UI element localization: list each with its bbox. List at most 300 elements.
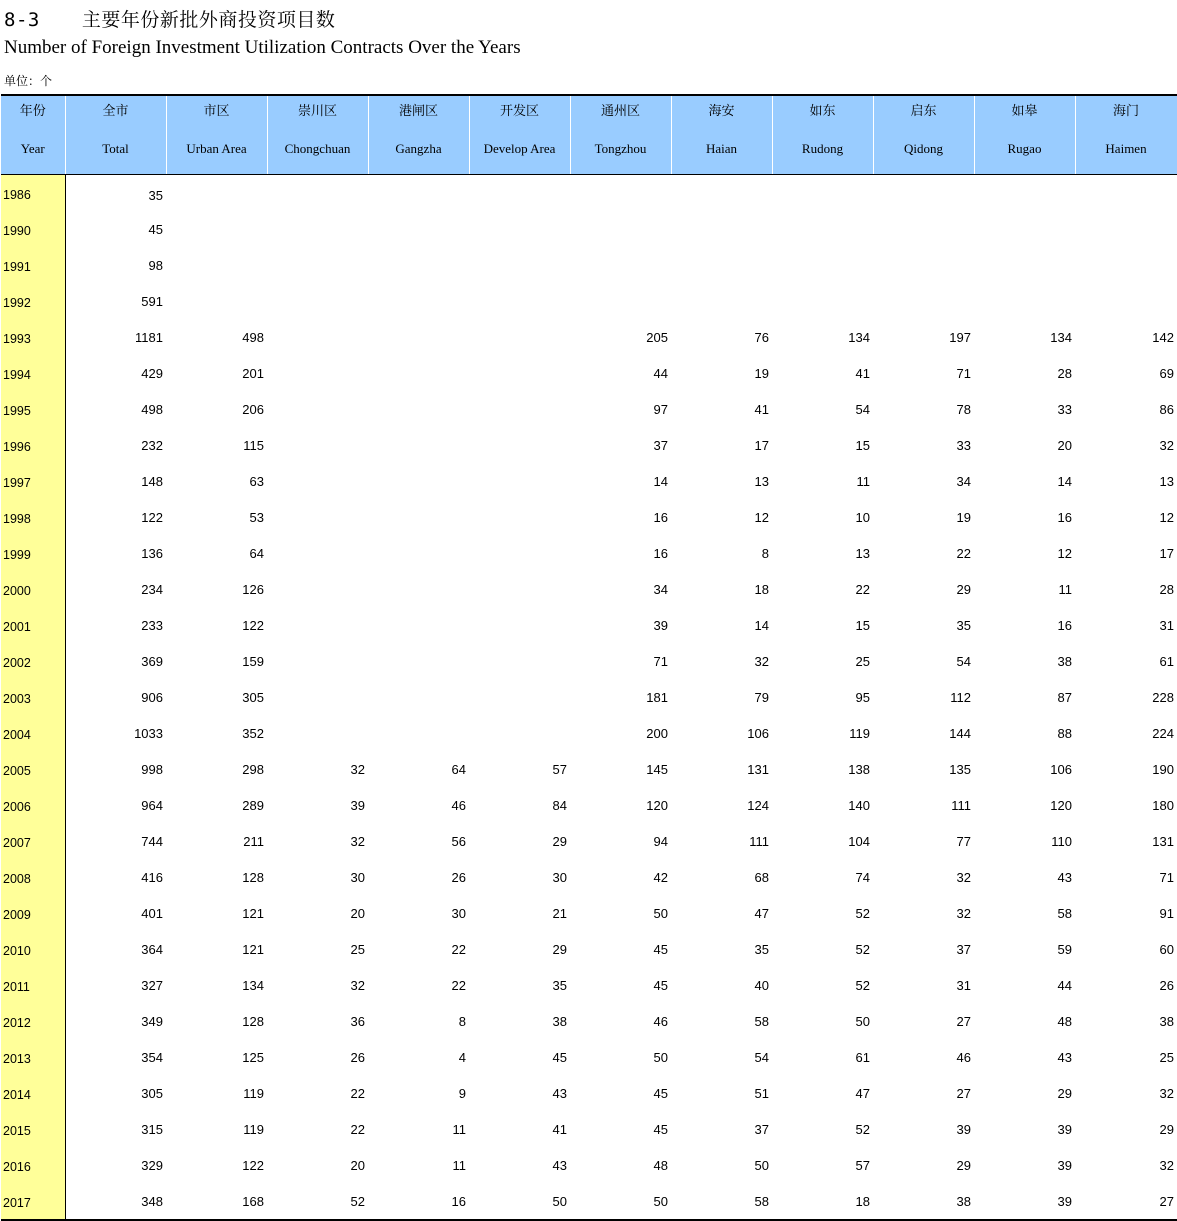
- value-cell: 37: [754, 1121, 769, 1137]
- value-cell: 64: [451, 761, 466, 777]
- column-header-cn: 年份: [19, 104, 46, 119]
- value-cell: [469, 535, 570, 571]
- value-cell: 30: [552, 869, 567, 885]
- value-cell: 30: [451, 905, 466, 921]
- value-cell: 47: [754, 905, 769, 921]
- value-cell: 181: [646, 689, 668, 705]
- value-cell: [1075, 283, 1177, 319]
- table-row: [1, 895, 1177, 931]
- year-cell: 2010: [1, 931, 65, 967]
- year-cell: 1986: [1, 175, 65, 212]
- value-cell: 14: [754, 617, 769, 633]
- value-cell: [368, 571, 469, 607]
- value-cell: 37: [956, 941, 971, 957]
- value-cell: 106: [1050, 761, 1072, 777]
- value-cell: 22: [451, 941, 466, 957]
- value-cell: 8: [761, 545, 769, 561]
- value-cell: 32: [754, 653, 769, 669]
- value-cell: 35: [754, 941, 769, 957]
- table-row: [1, 175, 1177, 212]
- year-cell: 1994: [1, 355, 65, 391]
- value-cell: 197: [949, 329, 971, 345]
- value-cell: [166, 247, 267, 283]
- value-cell: 22: [350, 1085, 365, 1101]
- value-cell: 498: [242, 329, 264, 345]
- value-cell: 138: [848, 761, 870, 777]
- value-cell: 35: [956, 617, 971, 633]
- value-cell: [974, 247, 1075, 283]
- table-row: [1, 715, 1177, 751]
- value-cell: [570, 175, 671, 212]
- value-cell: [368, 499, 469, 535]
- value-cell: 52: [267, 1183, 368, 1220]
- value-cell: 106: [747, 725, 769, 741]
- column-header: [166, 95, 267, 175]
- value-cell: 39: [956, 1121, 971, 1137]
- value-cell: 45: [653, 1121, 668, 1137]
- value-cell: [267, 571, 368, 607]
- value-cell: 10: [855, 509, 870, 525]
- value-cell: 50: [570, 1183, 671, 1220]
- year-cell: 1996: [1, 427, 65, 463]
- value-cell: 44: [653, 365, 668, 381]
- value-cell: [469, 247, 570, 283]
- value-cell: 18: [772, 1183, 873, 1220]
- value-cell: 78: [956, 401, 971, 417]
- value-cell: 27: [956, 1085, 971, 1101]
- value-cell: 205: [646, 329, 668, 345]
- value-cell: 43: [552, 1157, 567, 1173]
- value-cell: 16: [1057, 617, 1072, 633]
- column-header: [267, 95, 368, 175]
- column-header-en: Tongzhou: [594, 141, 647, 156]
- value-cell: 142: [1152, 329, 1174, 345]
- value-cell: 37: [653, 437, 668, 453]
- value-cell: 45: [552, 1049, 567, 1065]
- year-cell: 2013: [1, 1039, 65, 1075]
- value-cell: 28: [1057, 365, 1072, 381]
- value-cell: [368, 607, 469, 643]
- table-row: [1, 355, 1177, 391]
- value-cell: [368, 463, 469, 499]
- column-header-en: Haimen: [1105, 141, 1147, 156]
- column-header-cn: 市区: [203, 104, 230, 119]
- value-cell: 41: [855, 365, 870, 381]
- value-cell: 43: [552, 1085, 567, 1101]
- value-cell: 120: [1050, 797, 1072, 813]
- value-cell: 91: [1159, 905, 1174, 921]
- column-header: [671, 95, 772, 175]
- value-cell: [873, 247, 974, 283]
- value-cell: 19: [956, 509, 971, 525]
- unit-label: 单位：个: [4, 74, 53, 88]
- value-cell: 234: [141, 581, 163, 597]
- value-cell: 22: [350, 1121, 365, 1137]
- value-cell: 45: [653, 1085, 668, 1101]
- year-cell: 1993: [1, 319, 65, 355]
- value-cell: 13: [1159, 473, 1174, 489]
- value-cell: [974, 283, 1075, 319]
- value-cell: 906: [141, 689, 163, 705]
- year-cell: 2016: [1, 1147, 65, 1183]
- year-cell: 1990: [1, 211, 65, 247]
- value-cell: [267, 427, 368, 463]
- value-cell: 119: [243, 1121, 264, 1137]
- value-cell: 32: [350, 977, 365, 993]
- column-header-cn: 开发区: [499, 104, 539, 119]
- value-cell: 32: [1159, 1085, 1174, 1101]
- column-header-cn: 通州区: [600, 104, 640, 119]
- table-row: [1, 571, 1177, 607]
- value-cell: 11: [452, 1121, 466, 1137]
- column-header: [772, 95, 873, 175]
- value-cell: 352: [242, 725, 264, 741]
- value-cell: 35: [148, 187, 163, 203]
- value-cell: 31: [956, 977, 971, 993]
- value-cell: 29: [552, 833, 567, 849]
- value-cell: 11: [856, 473, 870, 489]
- value-cell: 140: [848, 797, 870, 813]
- value-cell: 76: [754, 329, 769, 345]
- value-cell: 18: [754, 581, 769, 597]
- value-cell: [671, 211, 772, 247]
- value-cell: 14: [1057, 473, 1072, 489]
- column-header-en: Chongchuan: [284, 141, 351, 156]
- value-cell: [671, 247, 772, 283]
- value-cell: 19: [754, 365, 769, 381]
- value-cell: 97: [653, 401, 668, 417]
- value-cell: 29: [1057, 1085, 1072, 1101]
- value-cell: 12: [1057, 545, 1072, 561]
- year-cell: 2000: [1, 571, 65, 607]
- value-cell: 369: [141, 653, 163, 669]
- value-cell: 30: [350, 869, 365, 885]
- value-cell: 32: [350, 761, 365, 777]
- value-cell: 22: [855, 581, 870, 597]
- value-cell: 349: [141, 1013, 163, 1029]
- value-cell: [469, 211, 570, 247]
- value-cell: [267, 499, 368, 535]
- value-cell: [469, 679, 570, 715]
- column-header-cn: 启东: [910, 104, 937, 119]
- value-cell: [469, 715, 570, 751]
- value-cell: [469, 499, 570, 535]
- column-header-en: Qidong: [904, 141, 943, 156]
- value-cell: [267, 175, 368, 212]
- value-cell: 26: [1159, 977, 1174, 993]
- value-cell: [267, 715, 368, 751]
- value-cell: 591: [141, 293, 163, 309]
- value-cell: 131: [747, 761, 769, 777]
- value-cell: 128: [242, 1013, 264, 1029]
- table-row: [1, 211, 1177, 247]
- value-cell: 47: [855, 1085, 870, 1101]
- value-cell: 26: [451, 869, 466, 885]
- value-cell: 38: [873, 1183, 974, 1220]
- data-table: [1, 94, 1177, 1221]
- value-cell: 54: [855, 401, 870, 417]
- value-cell: [267, 607, 368, 643]
- column-header-en: Gangzha: [395, 141, 442, 156]
- value-cell: 122: [242, 617, 264, 633]
- value-cell: 998: [141, 761, 163, 777]
- year-cell: 2006: [1, 787, 65, 823]
- value-cell: 21: [552, 905, 567, 921]
- value-cell: [1075, 247, 1177, 283]
- value-cell: [166, 283, 267, 319]
- value-cell: [1075, 175, 1177, 212]
- table-row: [1, 283, 1177, 319]
- year-cell: 2005: [1, 751, 65, 787]
- value-cell: 305: [242, 689, 264, 705]
- column-header-cn: 如皋: [1011, 104, 1038, 119]
- value-cell: 329: [141, 1157, 163, 1173]
- table-row: [1, 1183, 1177, 1220]
- value-cell: [469, 355, 570, 391]
- value-cell: 224: [1152, 725, 1174, 741]
- table-row: [1, 247, 1177, 283]
- year-cell: 2008: [1, 859, 65, 895]
- value-cell: 60: [1159, 941, 1174, 957]
- value-cell: 50: [469, 1183, 570, 1220]
- value-cell: 22: [451, 977, 466, 993]
- value-cell: 498: [141, 401, 163, 417]
- column-header: [469, 95, 570, 175]
- value-cell: 69: [1159, 365, 1174, 381]
- value-cell: 119: [243, 1085, 264, 1101]
- year-cell: 2004: [1, 715, 65, 751]
- value-cell: 39: [974, 1183, 1075, 1220]
- value-cell: 201: [242, 365, 264, 381]
- value-cell: 36: [350, 1013, 365, 1029]
- year-cell: 1995: [1, 391, 65, 427]
- value-cell: 38: [1057, 653, 1072, 669]
- value-cell: 289: [242, 797, 264, 813]
- value-cell: [469, 391, 570, 427]
- column-header-cn: 港闸区: [398, 104, 438, 119]
- column-header: [570, 95, 671, 175]
- value-cell: [469, 283, 570, 319]
- value-cell: 122: [141, 509, 163, 525]
- value-cell: [469, 427, 570, 463]
- value-cell: [267, 319, 368, 355]
- year-cell: 1997: [1, 463, 65, 499]
- value-cell: 8: [458, 1013, 466, 1029]
- value-cell: [267, 391, 368, 427]
- value-cell: 52: [855, 977, 870, 993]
- value-cell: 45: [653, 977, 668, 993]
- value-cell: 59: [1057, 941, 1072, 957]
- value-cell: 22: [956, 545, 971, 561]
- value-cell: 121: [242, 941, 264, 957]
- year-cell: 1991: [1, 247, 65, 283]
- value-cell: 32: [350, 833, 365, 849]
- value-cell: 35: [552, 977, 567, 993]
- value-cell: 125: [242, 1049, 264, 1065]
- year-cell: 2017: [1, 1183, 65, 1220]
- column-header-en: Urban Area: [186, 141, 247, 156]
- value-cell: [469, 607, 570, 643]
- value-cell: [368, 715, 469, 751]
- value-cell: 79: [754, 689, 769, 705]
- year-cell: 1992: [1, 283, 65, 319]
- value-cell: 44: [1057, 977, 1072, 993]
- table-row: [1, 463, 1177, 499]
- value-cell: [267, 247, 368, 283]
- column-header-en: Haian: [705, 141, 738, 156]
- value-cell: 17: [754, 437, 769, 453]
- value-cell: 134: [242, 977, 264, 993]
- table-row: [1, 607, 1177, 643]
- value-cell: 39: [1057, 1157, 1072, 1173]
- value-cell: 148: [141, 473, 163, 489]
- value-cell: 38: [1159, 1013, 1174, 1029]
- value-cell: [368, 679, 469, 715]
- value-cell: 111: [749, 833, 769, 849]
- value-cell: [469, 175, 570, 212]
- value-cell: 233: [141, 617, 163, 633]
- value-cell: 134: [848, 329, 870, 345]
- value-cell: 13: [855, 545, 870, 561]
- table-row: [1, 1003, 1177, 1039]
- value-cell: 71: [653, 653, 668, 669]
- value-cell: [772, 175, 873, 212]
- value-cell: 134: [1050, 329, 1072, 345]
- column-header: [1075, 95, 1177, 175]
- table-row: [1, 499, 1177, 535]
- value-cell: 16: [653, 545, 668, 561]
- table-row: [1, 679, 1177, 715]
- value-cell: [1075, 211, 1177, 247]
- value-cell: [570, 283, 671, 319]
- value-cell: [368, 535, 469, 571]
- value-cell: 429: [141, 365, 163, 381]
- value-cell: 16: [368, 1183, 469, 1220]
- value-cell: [267, 535, 368, 571]
- value-cell: 315: [141, 1121, 163, 1137]
- column-header-en: Rugao: [1007, 141, 1042, 156]
- value-cell: 348: [65, 1183, 166, 1220]
- year-cell: 1999: [1, 535, 65, 571]
- value-cell: 38: [552, 1013, 567, 1029]
- table-number: 8-3: [4, 9, 40, 31]
- title-cn-text: 主要年份新批外商投资项目数: [81, 9, 336, 31]
- value-cell: 159: [242, 653, 264, 669]
- value-cell: 104: [848, 833, 870, 849]
- value-cell: 52: [855, 905, 870, 921]
- value-cell: 354: [141, 1049, 163, 1065]
- value-cell: 32: [1159, 1157, 1174, 1173]
- value-cell: 58: [754, 1013, 769, 1029]
- column-header-en: Total: [102, 141, 129, 156]
- value-cell: 71: [1159, 869, 1174, 885]
- value-cell: 119: [849, 725, 870, 741]
- value-cell: 58: [671, 1183, 772, 1220]
- value-cell: 68: [754, 869, 769, 885]
- value-cell: [267, 679, 368, 715]
- value-cell: 45: [148, 221, 163, 237]
- value-cell: 45: [653, 941, 668, 957]
- column-header-cn: 海安: [708, 104, 735, 119]
- table-title-cn: [4, 5, 335, 32]
- table-header-row: [1, 95, 1177, 175]
- value-cell: 48: [653, 1157, 668, 1173]
- column-header-cn: 全市: [102, 104, 129, 119]
- value-cell: [368, 211, 469, 247]
- value-cell: 14: [653, 473, 668, 489]
- value-cell: 12: [1159, 509, 1174, 525]
- value-cell: 33: [956, 437, 971, 453]
- value-cell: 13: [754, 473, 769, 489]
- value-cell: 51: [754, 1085, 769, 1101]
- value-cell: [368, 319, 469, 355]
- value-cell: 27: [956, 1013, 971, 1029]
- value-cell: 50: [754, 1157, 769, 1173]
- year-cell: 2009: [1, 895, 65, 931]
- value-cell: 63: [249, 473, 264, 489]
- value-cell: 29: [956, 1157, 971, 1173]
- table-row: [1, 1039, 1177, 1075]
- value-cell: 50: [653, 905, 668, 921]
- value-cell: 88: [1057, 725, 1072, 741]
- value-cell: 131: [1152, 833, 1174, 849]
- value-cell: 1033: [134, 725, 163, 741]
- value-cell: 32: [1159, 437, 1174, 453]
- value-cell: [772, 211, 873, 247]
- value-cell: [873, 175, 974, 212]
- value-cell: 144: [949, 725, 971, 741]
- table-title-en: Number of Foreign Investment Utilization Contracts Over the Years: [4, 37, 521, 58]
- value-cell: 61: [855, 1049, 870, 1065]
- value-cell: [469, 319, 570, 355]
- value-cell: 39: [653, 617, 668, 633]
- year-cell: 2002: [1, 643, 65, 679]
- value-cell: 46: [956, 1049, 971, 1065]
- value-cell: 744: [141, 833, 163, 849]
- value-cell: 87: [1057, 689, 1072, 705]
- value-cell: 41: [754, 401, 769, 417]
- value-cell: 145: [646, 761, 668, 777]
- value-cell: 53: [249, 509, 264, 525]
- value-cell: 190: [1152, 761, 1174, 777]
- value-cell: [368, 175, 469, 212]
- table-row: [1, 787, 1177, 823]
- value-cell: 64: [249, 545, 264, 561]
- value-cell: [772, 283, 873, 319]
- value-cell: [469, 463, 570, 499]
- value-cell: 180: [1152, 797, 1174, 813]
- table-row: [1, 1075, 1177, 1111]
- value-cell: 327: [141, 977, 163, 993]
- column-header: [974, 95, 1075, 175]
- table-row: [1, 823, 1177, 859]
- value-cell: 32: [956, 905, 971, 921]
- value-cell: 26: [350, 1049, 365, 1065]
- value-cell: 54: [956, 653, 971, 669]
- value-cell: 56: [451, 833, 466, 849]
- value-cell: 48: [1057, 1013, 1072, 1029]
- value-cell: 46: [653, 1013, 668, 1029]
- value-cell: 25: [350, 941, 365, 957]
- value-cell: 33: [1057, 401, 1072, 417]
- value-cell: 16: [653, 509, 668, 525]
- value-cell: 200: [646, 725, 668, 741]
- value-cell: 11: [452, 1157, 466, 1173]
- value-cell: 136: [141, 545, 163, 561]
- value-cell: [469, 643, 570, 679]
- value-cell: [368, 247, 469, 283]
- value-cell: 74: [855, 869, 870, 885]
